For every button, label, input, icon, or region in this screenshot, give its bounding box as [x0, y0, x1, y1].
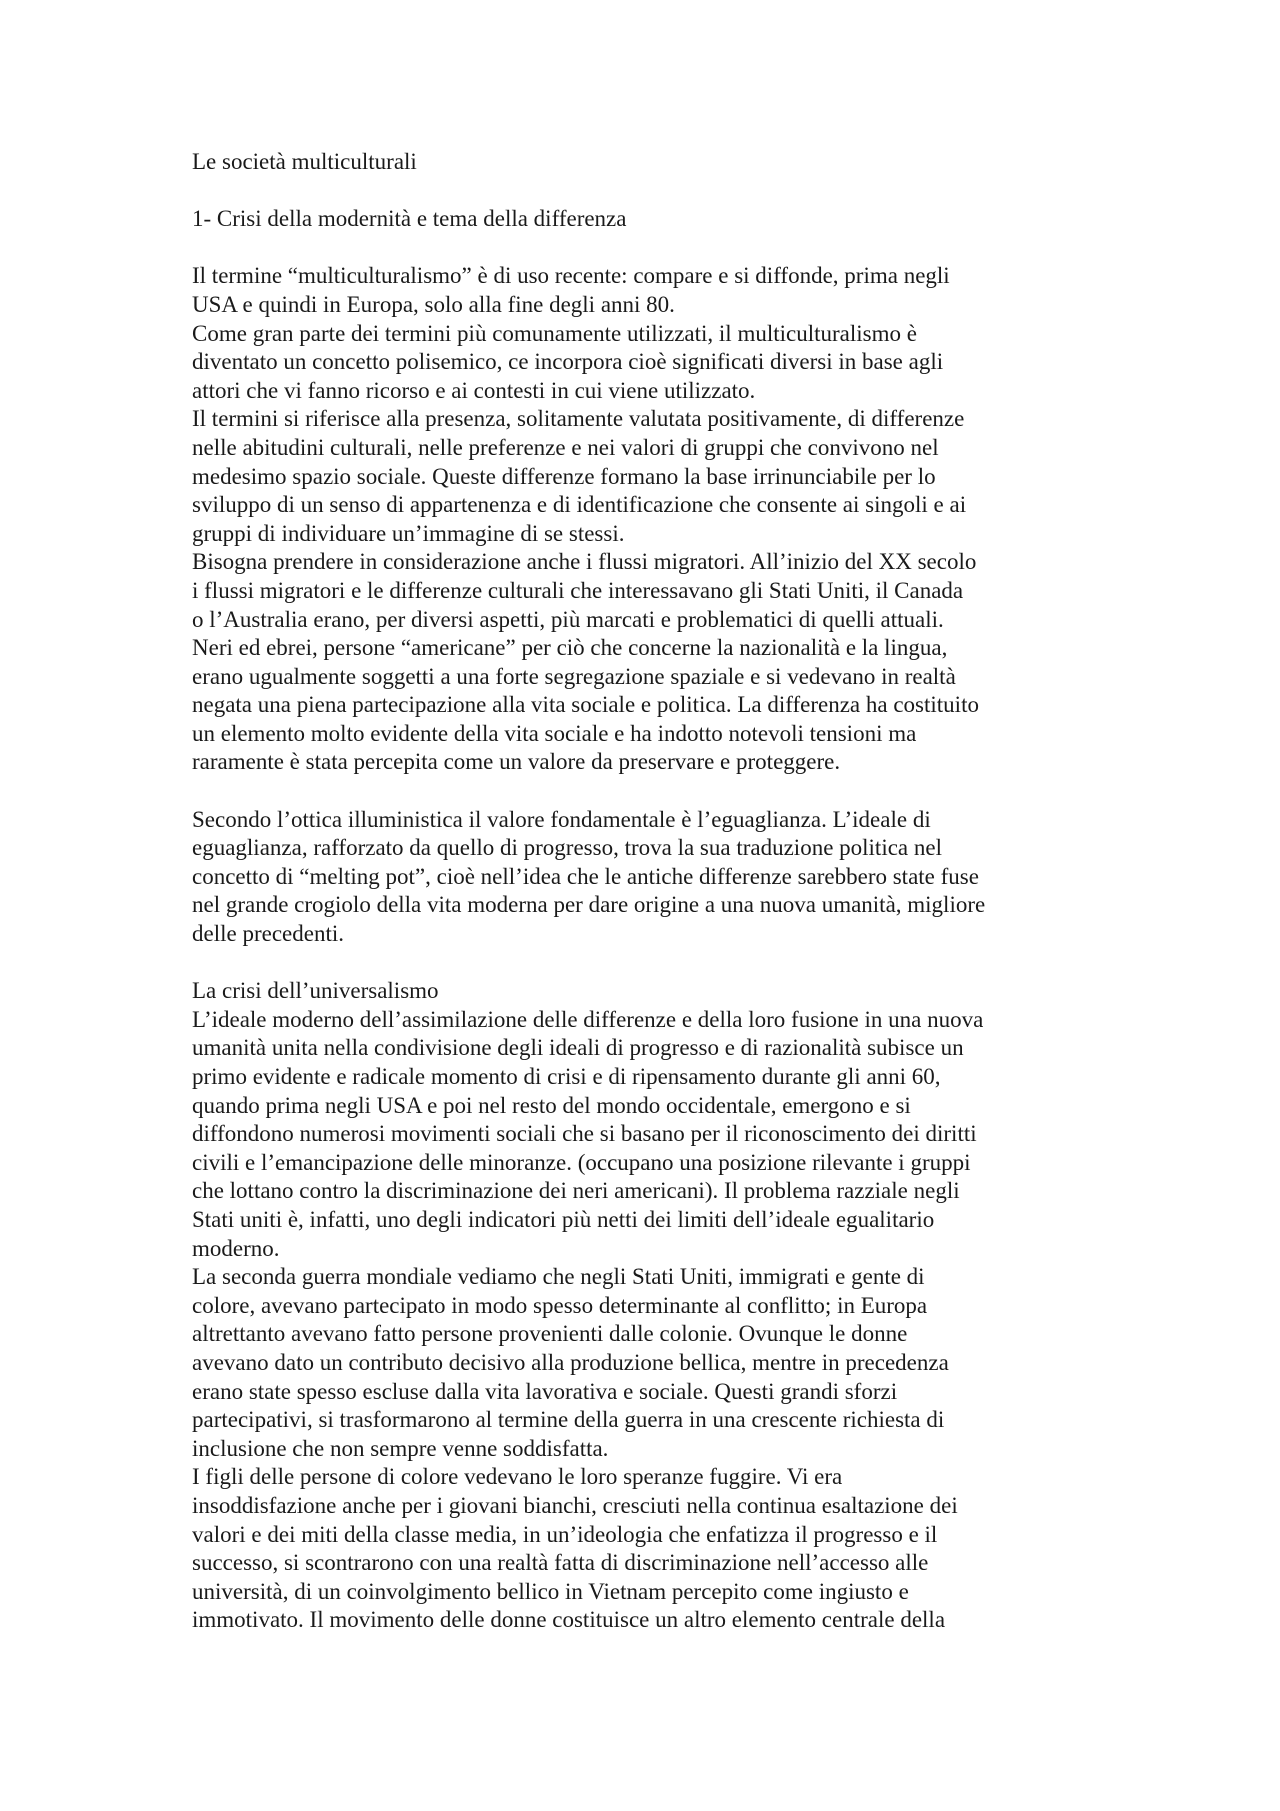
text-line: o l’Australia erano, per diversi aspetti, più marcati e problematici di quelli attuali.: [192, 606, 944, 632]
spacer: [192, 234, 1092, 263]
text-line: concetto di “melting pot”, cioè nell’idea che le antiche differenze sarebbero state fuse: [192, 863, 979, 889]
text-line: erano state spesso escluse dalla vita lavorativa e sociale. Questi grandi sforzi: [192, 1378, 898, 1404]
text-line: nelle abitudini culturali, nelle preferenze e nei valori di gruppi che convivono nel: [192, 434, 939, 460]
text-line: raramente è stata percepita come un valore da preservare e proteggere.: [192, 749, 841, 775]
document-title: Le società multiculturali: [192, 149, 417, 174]
text-line: colore, avevano partecipato in modo spesso determinante al conflitto; in Europa: [192, 1292, 928, 1318]
text-line: i flussi migratori e le differenze culturali che interessavano gli Stati Uniti, il Canada: [192, 577, 964, 603]
text-line: attori che vi fanno ricorso e ai contesti in cui viene utilizzato.: [192, 377, 756, 403]
text-line: Neri ed ebrei, persone “americane” per ciò che concerne la nazionalità e la lingua,: [192, 635, 948, 661]
spacer: [192, 177, 1092, 206]
text-line: Il termine “multiculturalismo” è di uso recente: compare e si diffonde, prima negli: [192, 263, 950, 289]
text-line: diffondono numerosi movimenti sociali che si basano per il riconoscimento dei diritti: [192, 1121, 977, 1147]
paragraph-3: [192, 1006, 1092, 1635]
paragraph-1: [192, 262, 1092, 777]
text-line: successo, si scontrarono con una realtà fatta di discriminazione nell’accesso alle: [192, 1550, 929, 1576]
section-heading: 1- Crisi della modernità e tema della differenza: [192, 206, 627, 232]
text-line: La seconda guerra mondiale vediamo che negli Stati Uniti, immigrati e gente di: [192, 1264, 925, 1290]
text-line: avevano dato un contributo decisivo alla produzione bellica, mentre in precedenza: [192, 1349, 949, 1375]
document-page: [192, 148, 1092, 1635]
text-line: un elemento molto evidente della vita sociale e ha indotto notevoli tensioni ma: [192, 720, 917, 746]
spacer: [192, 949, 1092, 978]
text-line: delle precedenti.: [192, 921, 344, 947]
paragraph-2: [192, 806, 1092, 949]
text-line: insoddisfazione anche per i giovani bianchi, cresciuti nella continua esaltazione dei: [192, 1492, 958, 1518]
text-line: eguaglianza, rafforzato da quello di progresso, trova la sua traduzione politica nel: [192, 835, 942, 861]
text-line: USA e quindi in Europa, solo alla fine degli anni 80.: [192, 291, 675, 317]
text-line: moderno.: [192, 1235, 280, 1261]
text-line: che lottano contro la discriminazione dei neri americani). Il problema razziale negli: [192, 1178, 960, 1204]
text-line: immotivato. Il movimento delle donne costituisce un altro elemento centrale della: [192, 1607, 946, 1633]
text-line: Come gran parte dei termini più comunamente utilizzati, il multiculturalismo è: [192, 320, 917, 346]
text-line: Stati uniti è, infatti, uno degli indicatori più netti dei limiti dell’ideale egualitario: [192, 1206, 935, 1232]
text-line: altrettanto avevano fatto persone provenienti dalle colonie. Ovunque le donne: [192, 1321, 908, 1347]
text-line: civili e l’emancipazione delle minoranze. (occupano una posizione rilevante i gruppi: [192, 1149, 971, 1175]
text-line: nel grande crogiolo della vita moderna per dare origine a una nuova umanità, migliore: [192, 892, 986, 918]
text-line: diventato un concetto polisemico, ce incorpora cioè significati diversi in base agli: [192, 349, 944, 375]
text-line: università, di un coinvolgimento bellico in Vietnam percepito come ingiusto e: [192, 1578, 909, 1604]
text-line: negata una piena partecipazione alla vita sociale e politica. La differenza ha costituito: [192, 692, 979, 718]
text-line: valori e dei miti della classe media, in un’ideologia che enfatizza il progresso e il: [192, 1521, 938, 1547]
subheading: La crisi dell’universalismo: [192, 978, 439, 1004]
text-line: Bisogna prendere in considerazione anche i flussi migratori. All’inizio del XX secolo: [192, 549, 977, 575]
text-line: I figli delle persone di colore vedevano le loro speranze fuggire. Vi era: [192, 1464, 843, 1490]
text-line: umanità unita nella condivisione degli ideali di progresso e di razionalità subisce un: [192, 1035, 964, 1061]
text-line: Il termini si riferisce alla presenza, solitamente valutata positivamente, di differenze: [192, 406, 965, 432]
text-line: inclusione che non sempre venne soddisfatta.: [192, 1435, 609, 1461]
text-line: partecipativi, si trasformarono al termine della guerra in una crescente richiesta di: [192, 1407, 945, 1433]
text-line: gruppi di individuare un’immagine di se stessi.: [192, 520, 625, 546]
text-line: L’ideale moderno dell’assimilazione delle differenze e della loro fusione in una nuova: [192, 1006, 984, 1032]
text-line: Secondo l’ottica illuministica il valore fondamentale è l’eguaglianza. L’ideale di: [192, 806, 931, 832]
text-line: sviluppo di un senso di appartenenza e di identificazione che consente ai singoli e ai: [192, 492, 967, 518]
text-line: erano ugualmente soggetti a una forte segregazione spaziale e si vedevano in realtà: [192, 663, 956, 689]
text-line: medesimo spazio sociale. Queste differenze formano la base irrinunciabile per lo: [192, 463, 936, 489]
spacer: [192, 777, 1092, 806]
text-line: quando prima negli USA e poi nel resto del mondo occidentale, emergono e si: [192, 1092, 911, 1118]
text-line: primo evidente e radicale momento di crisi e di ripensamento durante gli anni 60,: [192, 1064, 941, 1089]
